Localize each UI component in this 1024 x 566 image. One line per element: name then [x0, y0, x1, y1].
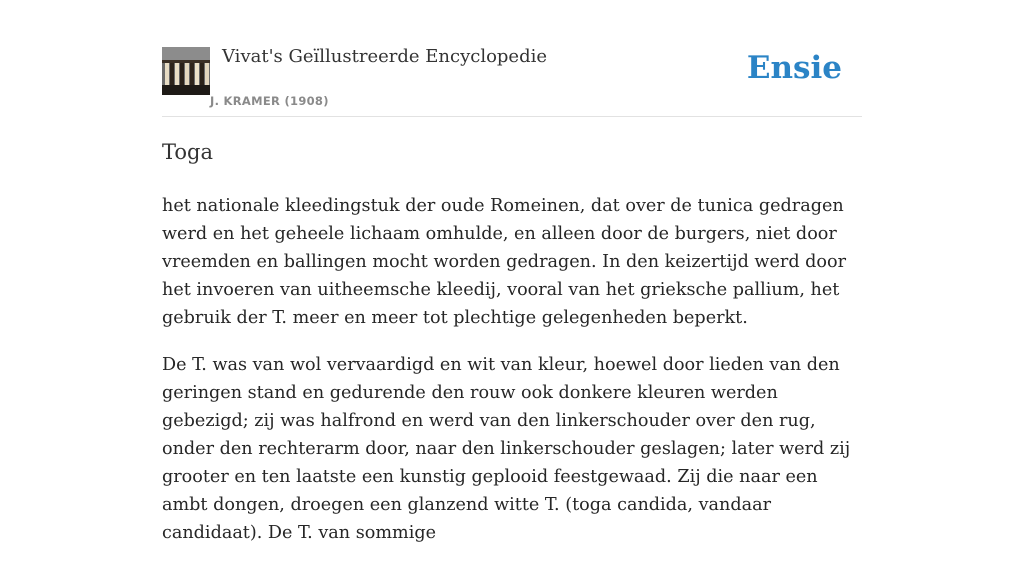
books-icon [162, 47, 210, 95]
entry-title: Toga [162, 140, 213, 164]
entry-paragraph: De T. was van wol vervaardigd en wit van kleur, hoewel door lieden van den geringen stand en gedurende den rouw ook donkere kleuren werden gebezigd; zij was halfrond en werd van den linkerschouder over den rug, onder den rechterarm door, naar den linkerschouder geslagen; later werd zij grooter en ten laatste een kunstig geplooid feestgewaad. Zij die naar een ambt dongen, droegen een glanzend witte T. (toga candida, vandaar candidaat). De T. van sommige [162, 355, 851, 543]
page-container [162, 0, 862, 543]
source-author: J. KRAMER (1908) [210, 94, 329, 108]
entry-body [162, 192, 862, 566]
ensie-logo[interactable]: Ensie [746, 50, 842, 86]
source-title[interactable]: Vivat's Geïllustreerde Encyclopedie [222, 46, 548, 67]
entry-paragraph: het nationale kleedingstuk der oude Romeinen, dat over de tunica gedragen werd en het geheele lichaam omhulde, en alleen door de burgers, niet door vreemden en ballingen mocht worden gedragen. In den keizertijd werd door het invoeren van uitheemsche kleedij, vooral van het grieksche pallium, het gebruik der T. meer en meer tot plechtige gelegenheden beperkt. [162, 196, 847, 328]
book-cover-avatar[interactable] [162, 47, 210, 95]
source-header [162, 0, 862, 117]
